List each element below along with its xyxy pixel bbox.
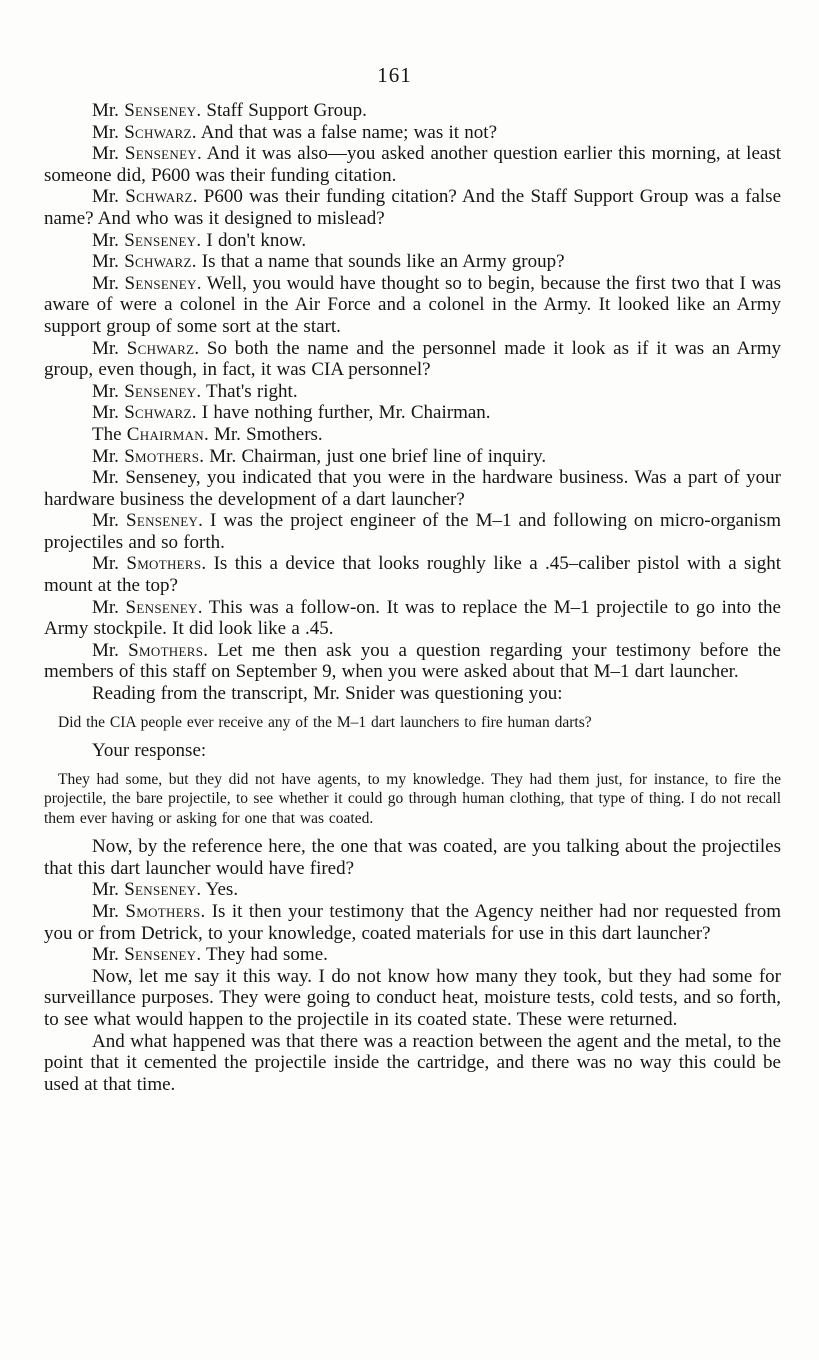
speaker-name: Mr. Senseney. xyxy=(92,229,207,251)
transcript-paragraph: Your response: xyxy=(92,740,207,762)
transcript-paragraph: Now, let me say it this way. I do not know how many they took, but they had some for surveillance purposes. They were going to conduct heat, moisture tests, cold tests, and so forth, to see what would happen to the projectile in its coated state. These were returned. xyxy=(44,965,781,1030)
transcript-paragraph: Mr. Senseney. This was a follow-on. It was to replace the M–1 projectile to go into the Army stockpile. It did look like a .45. xyxy=(44,596,781,640)
transcript-paragraph: Mr. Senseney. Well, you would have thought so to begin, because the first two that I was aware of were a colonel in the Air Force and a colonel in the Army. It looked like an Army support group of some sort at the start. xyxy=(44,272,781,337)
transcript-paragraph: Mr. Senseney. Yes. xyxy=(92,879,239,901)
transcript-paragraph: Mr. Smothers. Mr. Chairman, just one brief line of inquiry. xyxy=(92,445,547,467)
quoted-testimony: Did the CIA people ever receive any of the M–1 dart launchers to fire human darts? xyxy=(58,713,592,731)
speaker-name: Mr. Senseney. xyxy=(92,143,207,165)
speaker-name: Mr. Smothers. xyxy=(92,445,210,467)
transcript-body xyxy=(44,100,781,1095)
transcript-paragraph: Mr. Senseney. They had some. xyxy=(92,944,328,966)
page-number: 161 xyxy=(377,63,412,87)
speaker-name: Mr. Senseney. xyxy=(92,596,209,618)
transcript-paragraph: Mr. Senseney. And it was also—you asked another question earlier this morning, at least someone did, P600 was their funding citation. xyxy=(44,143,781,186)
speaker-name: Mr. Senseney. xyxy=(92,380,207,402)
transcript-paragraph: Mr. Senseney. I was the project engineer of the M–1 and following on micro-organism projectiles and so forth. xyxy=(44,510,781,553)
transcript-paragraph: The Chairman. Mr. Smothers. xyxy=(92,423,323,445)
speaker-name: Mr. Senseney. xyxy=(92,100,207,121)
speaker-name: Mr. Senseney. xyxy=(92,879,206,901)
quoted-testimony: They had some, but they did not have agents, to my knowledge. They had them just, for instance, to fire the projectile, the bare projectile, to see whether it could go through human clothing, that type of thing. I do not recall them ever having or asking for one that was coated. xyxy=(44,770,781,827)
transcript-paragraph: Now, by the reference here, the one that was coated, are you talking about the projectiles that this dart launcher would have fired? xyxy=(44,836,781,879)
speaker-name: Mr. Smothers. xyxy=(92,639,218,661)
transcript-paragraph: Mr. Smothers. Is this a device that looks roughly like a .45–caliber pistol with a sight mount at the top? xyxy=(44,553,781,597)
speaker-name: The Chairman. xyxy=(92,423,214,445)
speaker-name: Mr. Smothers. xyxy=(92,901,212,922)
speaker-name: Mr. Schwarz. xyxy=(92,402,202,424)
speaker-name: Mr. Schwarz. xyxy=(92,186,204,208)
transcript-paragraph: Mr. Smothers. Let me then ask you a question regarding your testimony before the members of this staff on September 9, when you were asked about that M–1 dart launcher. xyxy=(44,639,781,683)
transcript-paragraph: Mr. Schwarz. So both the name and the personnel made it look as if it was an Army group, even though, in fact, it was CIA personnel? xyxy=(44,337,781,381)
speaker-name: Mr. Senseney. xyxy=(92,272,207,294)
transcript-paragraph: Mr. Schwarz. Is that a name that sounds like an Army group? xyxy=(92,251,565,273)
transcript-paragraph: Mr. Schwarz. P600 was their funding citation? And the Staff Support Group was a false name? And who was it designed to mislead? xyxy=(44,186,782,229)
transcript-paragraph: Mr. Smothers. Is it then your testimony that the Agency neither had nor requested from you or from Detrick, to your knowledge, coated materials for use in this dart launcher? xyxy=(44,901,781,944)
transcript-paragraph: Mr. Senseney. Staff Support Group. xyxy=(92,100,367,121)
transcript-paragraph: Reading from the transcript, Mr. Snider was questioning you: xyxy=(92,683,563,705)
speaker-name: Mr. Schwarz. xyxy=(92,121,201,143)
speaker-name: Mr. Senseney. xyxy=(92,510,210,532)
transcript-paragraph: And what happened was that there was a reaction between the agent and the metal, to the point that it cemented the projectile inside the cartridge, and there was no way this could be used at that time. xyxy=(44,1030,781,1095)
transcript-paragraph: Mr. Senseney. I don't know. xyxy=(92,229,307,251)
transcript-paragraph: Mr. Senseney, you indicated that you were in the hardware business. Was a part of your hardware business the development of a dart launcher? xyxy=(44,467,781,510)
speaker-name: Mr. Senseney. xyxy=(92,944,207,966)
speaker-name: Mr. Schwarz. xyxy=(92,251,202,273)
transcript-paragraph: Mr. Schwarz. And that was a false name; was it not? xyxy=(92,121,498,143)
speaker-name: Mr. Smothers. xyxy=(92,553,214,575)
speaker-name: Mr. Schwarz. xyxy=(92,337,207,359)
transcript-paragraph: Mr. Schwarz. I have nothing further, Mr. Chairman. xyxy=(92,402,491,424)
transcript-paragraph: Mr. Senseney. That's right. xyxy=(92,380,298,402)
